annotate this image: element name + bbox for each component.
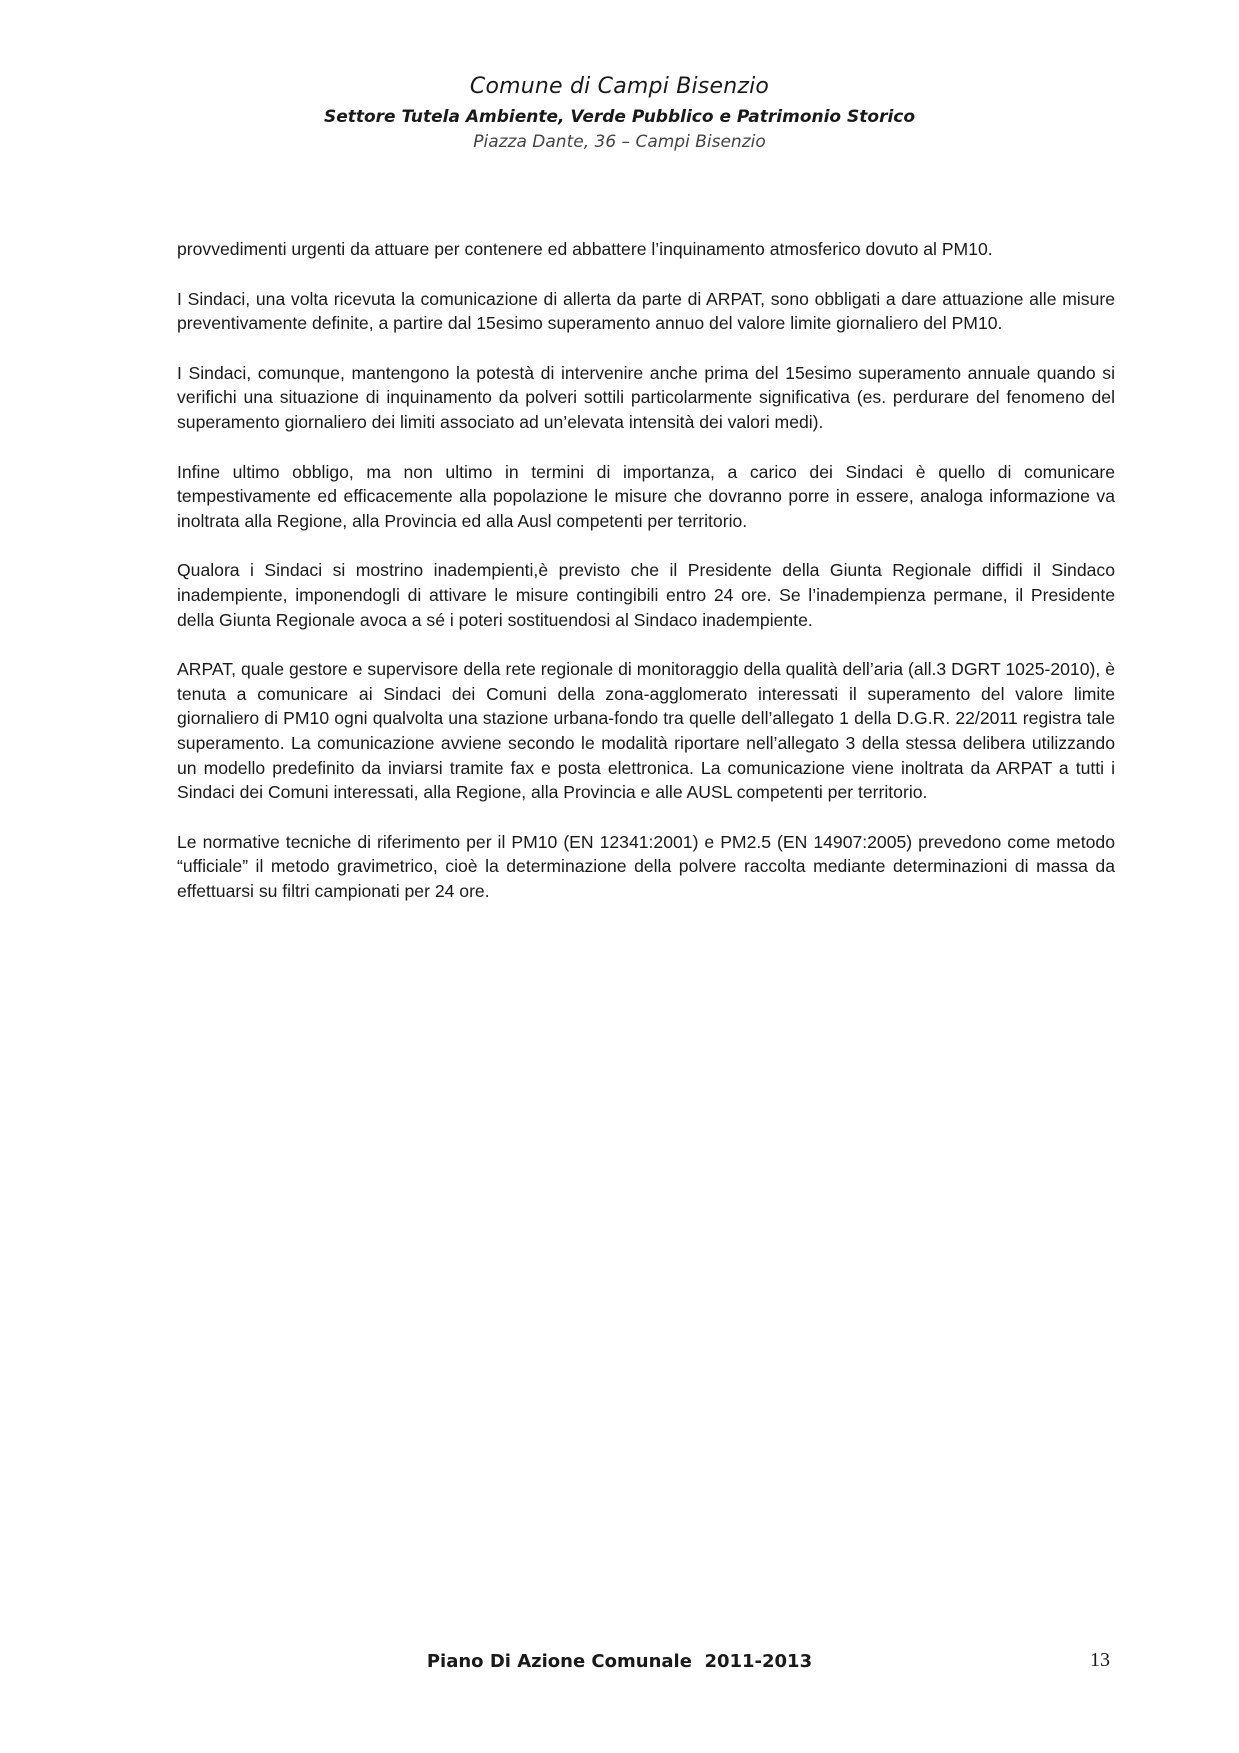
paragraph: Qualora i Sindaci si mostrino inadempienti,è previsto che il Presidente della Giunta Regionale diffidi il Sindaco inadempiente, imponendogli di attivare le misure contingibili entro 24 ore. Se l’inadempienza permane, il Presidente della Giunta Regionale avoca a sé i poteri sostituendosi al Sindaco inadempiente. [177, 560, 1115, 630]
document-body [177, 237, 1115, 928]
paragraph: provvedimenti urgenti da attuare per contenere ed abbattere l’inquinamento atmosferico dovuto al PM10. [177, 239, 993, 259]
paragraph: ARPAT, quale gestore e supervisore della rete regionale di monitoraggio della qualità dell’aria (all.3 DGRT 1025-2010), è tenuta a comunicare ai Sindaci dei Comuni della zona-agglomerato interessati il superamento del valore limite giornaliero di PM10 ogni qualvolta una stazione urbana-fondo tra quelle dell’allegato 1 della D.G.R. 22/2011 registra tale superamento. La comunicazione avviene secondo le modalità riportare nell’allegato 3 della stessa delibera utilizzando un modello predefinito da inviarsi tramite fax e posta elettronica. La comunicazione viene inoltrata da ARPAT a tutti i Sindaci dei Comuni interessati, alla Regione, alla Provincia e alle AUSL competenti per territorio. [177, 659, 1115, 803]
address: Piazza Dante, 36 – Campi Bisenzio [473, 132, 766, 152]
organization-name: Comune di Campi Bisenzio [469, 74, 770, 99]
paragraph: I Sindaci, comunque, mantengono la potestà di intervenire anche prima del 15esimo superamento annuale quando si verifichi una situazione di inquinamento da polveri sottili particolarmente significativa (es. perdurare del fenomeno del superamento giornaliero dei limiti associato ad un’elevata intensità dei valori medi). [177, 362, 1115, 432]
paragraph: Infine ultimo obbligo, ma non ultimo in termini di importanza, a carico dei Sindaci è quello di comunicare tempestivamente ed efficacemente alla popolazione le misure che dovranno porre in essere, analoga informazione va inoltrata alla Regione, alla Provincia ed alla Ausl competenti per territorio. [177, 461, 1115, 531]
footer-title: Piano Di Azione Comunale 2011-2013 [426, 1651, 813, 1672]
page-header [0, 72, 1239, 154]
paragraph: I Sindaci, una volta ricevuta la comunicazione di allerta da parte di ARPAT, sono obbligati a dare attuazione alle misure preventivamente definite, a partire dal 15esimo superamento annuo del valore limite giornaliero del PM10. [177, 288, 1115, 334]
paragraph: Le normative tecniche di riferimento per il PM10 (EN 12341:2001) e PM2.5 (EN 14907:2005) prevedono come metodo “ufficiale” il metodo gravimetrico, cioè la determinazione della polvere raccolta mediante determinazioni di massa da effettuarsi su filtri campionati per 24 ore. [177, 831, 1115, 901]
department-name: Settore Tutela Ambiente, Verde Pubblico e Patrimonio Storico [323, 107, 916, 127]
page-number: 13 [1090, 1649, 1110, 1671]
